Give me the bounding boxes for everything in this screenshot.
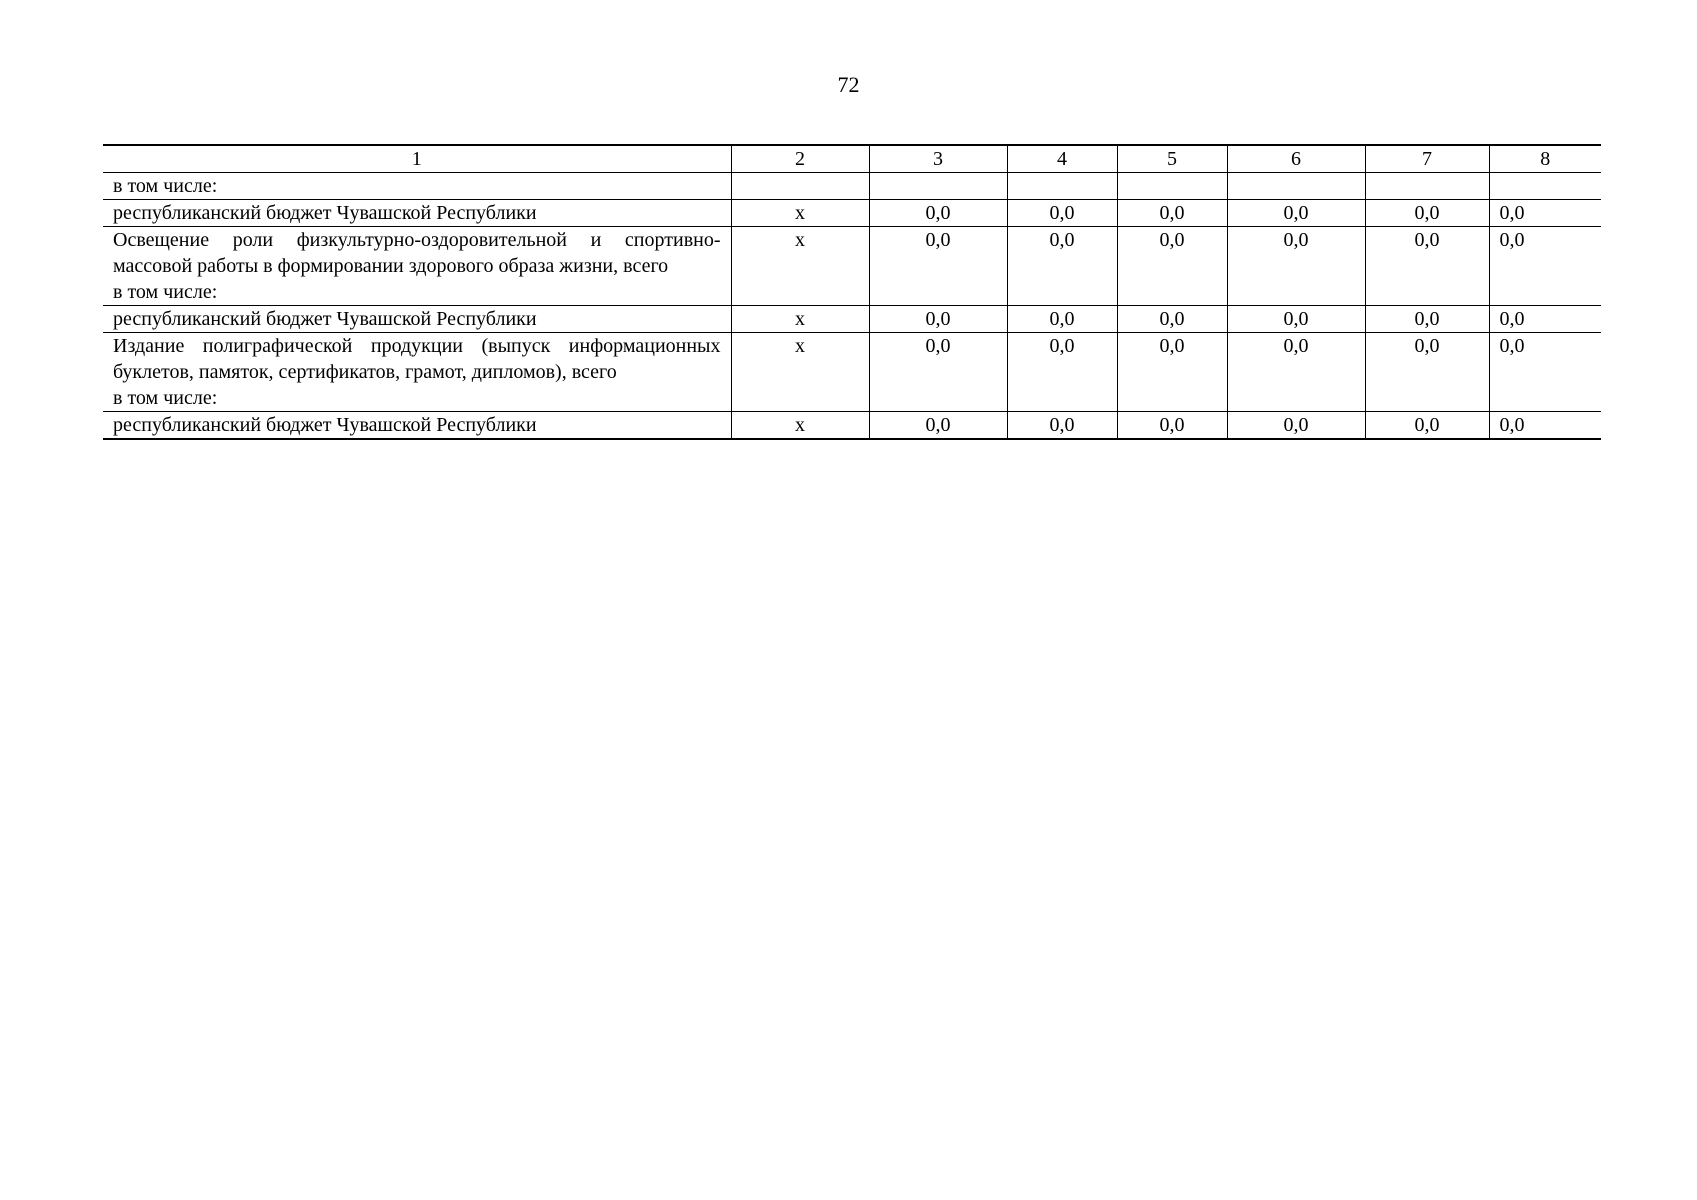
table-row [103, 227, 1601, 306]
column-number: 3 [869, 145, 1007, 173]
cell-value: 0,0 [1365, 227, 1489, 306]
cell-value: 0,0 [1007, 227, 1117, 306]
cell-value: 0,0 [869, 412, 1007, 440]
table-row [103, 412, 1601, 440]
cell-value [1117, 173, 1227, 200]
cell-value: 0,0 [1227, 412, 1365, 440]
cell-value: 0,0 [1227, 333, 1365, 412]
cell-value: 0,0 [1227, 200, 1365, 227]
table-row [103, 306, 1601, 333]
cell-value [869, 173, 1007, 200]
cell-value [1227, 173, 1365, 200]
row-label-line: республиканский бюджет Чувашской Республики [113, 202, 537, 224]
cell-value: 0,0 [1365, 412, 1489, 440]
row-label [103, 200, 731, 227]
cell-value: 0,0 [1365, 306, 1489, 333]
page-number: 72 [837, 72, 860, 97]
cell-col2: х [731, 306, 869, 333]
cell-value: 0,0 [869, 227, 1007, 306]
cell-value: 0,0 [1365, 333, 1489, 412]
cell-value: 0,0 [1117, 200, 1227, 227]
cell-col2: х [731, 412, 869, 440]
row-label-line: республиканский бюджет Чувашской Республики [113, 414, 537, 436]
cell-value: 0,0 [1489, 227, 1601, 306]
column-number: 1 [103, 145, 731, 173]
cell-col2 [731, 173, 869, 200]
column-number-row [103, 145, 1601, 173]
cell-value: 0,0 [869, 333, 1007, 412]
cell-value: 0,0 [1489, 412, 1601, 440]
cell-col2: х [731, 200, 869, 227]
cell-value: 0,0 [1007, 333, 1117, 412]
row-label-line: в том числе: [113, 281, 218, 303]
cell-value: 0,0 [1007, 306, 1117, 333]
cell-value: 0,0 [1489, 333, 1601, 412]
cell-value: 0,0 [1227, 227, 1365, 306]
budget-table [103, 144, 1601, 440]
cell-value: 0,0 [1007, 200, 1117, 227]
cell-value: 0,0 [869, 306, 1007, 333]
row-label-line: республиканский бюджет Чувашской Республики [113, 308, 537, 330]
column-number: 8 [1489, 145, 1601, 173]
row-label-text: Издание полиграфической продукции (выпуск информационных буклетов, памяток, сертификатов, грамот, дипломов), всего [113, 335, 721, 383]
row-label-line: в том числе: [113, 175, 218, 197]
table-row [103, 333, 1601, 412]
cell-value: 0,0 [1365, 200, 1489, 227]
row-label [103, 333, 731, 412]
column-number: 2 [731, 145, 869, 173]
cell-value [1365, 173, 1489, 200]
row-label-text: Освещение роли физкультурно-оздоровительной и спортивно-массовой работы в формировании здорового образа жизни, всего [113, 229, 721, 277]
row-label [103, 227, 731, 306]
cell-value: 0,0 [1489, 306, 1601, 333]
cell-value: 0,0 [869, 200, 1007, 227]
cell-value: 0,0 [1007, 412, 1117, 440]
cell-value: 0,0 [1117, 412, 1227, 440]
column-number: 7 [1365, 145, 1489, 173]
cell-value: 0,0 [1117, 306, 1227, 333]
cell-col2: х [731, 227, 869, 306]
cell-value [1007, 173, 1117, 200]
column-number: 6 [1227, 145, 1365, 173]
column-number: 4 [1007, 145, 1117, 173]
cell-value: 0,0 [1117, 227, 1227, 306]
row-label [103, 306, 731, 333]
table-row [103, 173, 1601, 200]
cell-value: 0,0 [1227, 306, 1365, 333]
row-label [103, 173, 731, 200]
cell-value [1489, 173, 1601, 200]
cell-col2: х [731, 333, 869, 412]
column-number: 5 [1117, 145, 1227, 173]
table-row [103, 200, 1601, 227]
cell-value: 0,0 [1489, 200, 1601, 227]
cell-value: 0,0 [1117, 333, 1227, 412]
row-label-line: в том числе: [113, 387, 218, 409]
row-label [103, 412, 731, 440]
